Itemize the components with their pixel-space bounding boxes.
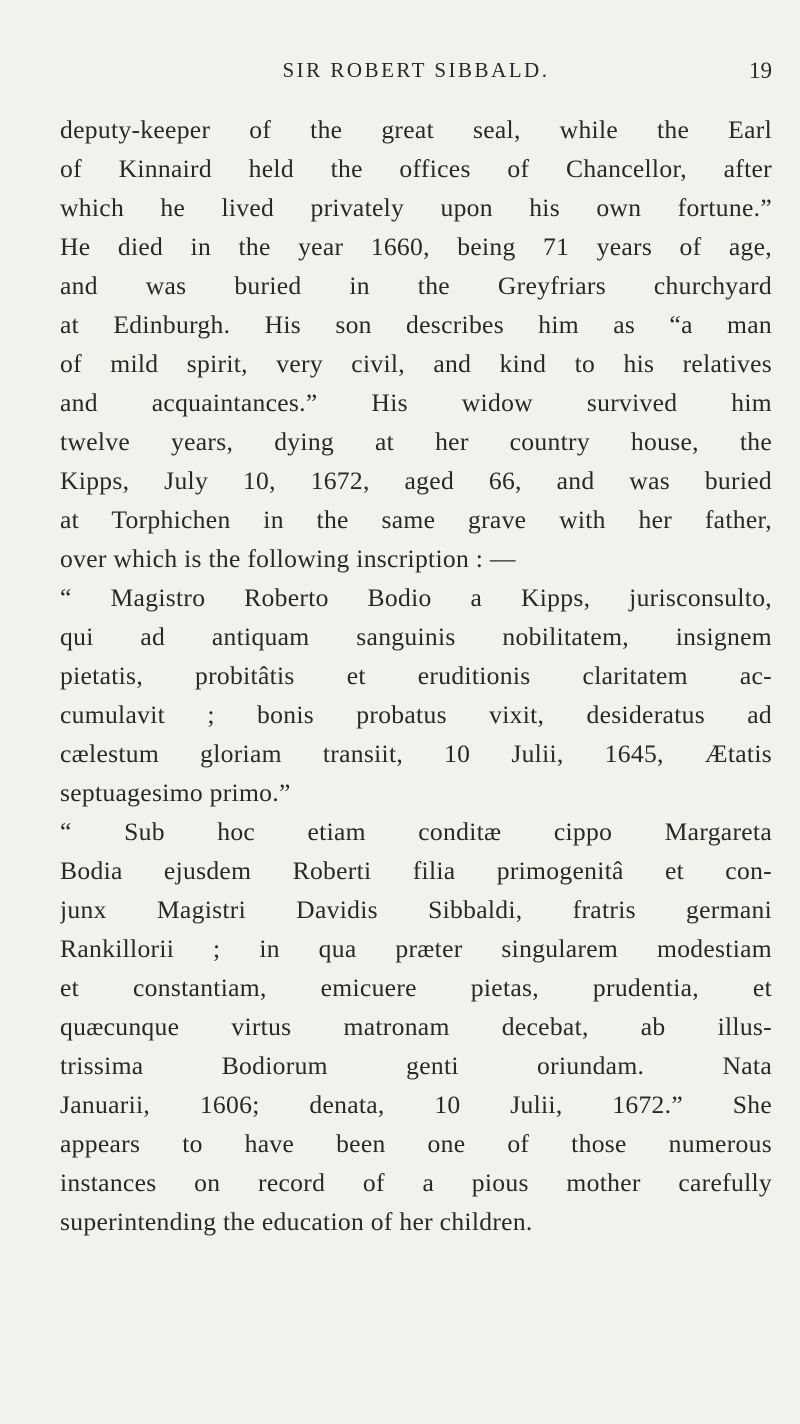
text-line: and acquaintances.” His widow survived him xyxy=(60,388,772,417)
text-line: of Kinnaird held the offices of Chancellor, after xyxy=(60,154,772,183)
inscription-line: et constantiam, emicuere pietas, prudentia, et xyxy=(60,973,772,1002)
text-line: at Edinburgh. His son describes him as “a man xyxy=(60,310,772,339)
inscription-line: quæcunque virtus matronam decebat, ab illus- xyxy=(60,1012,772,1041)
running-title: SIR ROBERT SIBBALD. xyxy=(282,58,550,82)
inscription-line: septuagesimo primo.” xyxy=(60,778,291,807)
text-line: deputy-keeper of the great seal, while the Earl xyxy=(60,115,772,144)
text-line: of mild spirit, very civil, and kind to his relatives xyxy=(60,349,772,378)
text-line: twelve years, dying at her country house, the xyxy=(60,427,772,456)
inscription-line: Bodia ejusdem Roberti filia primogenitâ et con- xyxy=(60,856,772,885)
text-line: instances on record of a pious mother carefully xyxy=(60,1168,772,1197)
text-line: over which is the following inscription : — xyxy=(60,544,516,573)
inscription-line: pietatis, probitâtis et eruditionis claritatem ac- xyxy=(60,661,772,690)
inscription-line: junx Magistri Davidis Sibbaldi, fratris germani xyxy=(60,895,772,924)
text-line: superintending the education of her children. xyxy=(60,1207,533,1236)
text-line: He died in the year 1660, being 71 years of age, xyxy=(60,232,772,261)
inscription-line: qui ad antiquam sanguinis nobilitatem, insignem xyxy=(60,622,772,651)
text-line: appears to have been one of those numerous xyxy=(60,1129,772,1158)
inscription-line: “ Sub hoc etiam conditæ cippo Margareta xyxy=(60,817,772,846)
inscription-line: cælestum gloriam transiit, 10 Julii, 1645, Ætatis xyxy=(60,739,772,768)
inscription-line: “ Magistro Roberto Bodio a Kipps, jurisconsulto, xyxy=(60,583,772,612)
inscription-line: cumulavit ; bonis probatus vixit, desideratus ad xyxy=(60,700,772,729)
text-line: and was buried in the Greyfriars churchyard xyxy=(60,271,772,300)
text-line: Kipps, July 10, 1672, aged 66, and was buried xyxy=(60,466,772,495)
body-text xyxy=(60,110,772,1241)
text-line: which he lived privately upon his own fortune.” xyxy=(60,193,772,222)
inscription-line: Rankillorii ; in qua præter singularem modestiam xyxy=(60,934,772,963)
text-line: Januarii, 1606; denata, 10 Julii, 1672.” She xyxy=(60,1090,772,1119)
page-number: 19 xyxy=(749,58,772,83)
inscription-line: trissima Bodiorum genti oriundam. Nata xyxy=(60,1051,772,1080)
running-head xyxy=(60,58,772,88)
text-line: at Torphichen in the same grave with her father, xyxy=(60,505,772,534)
